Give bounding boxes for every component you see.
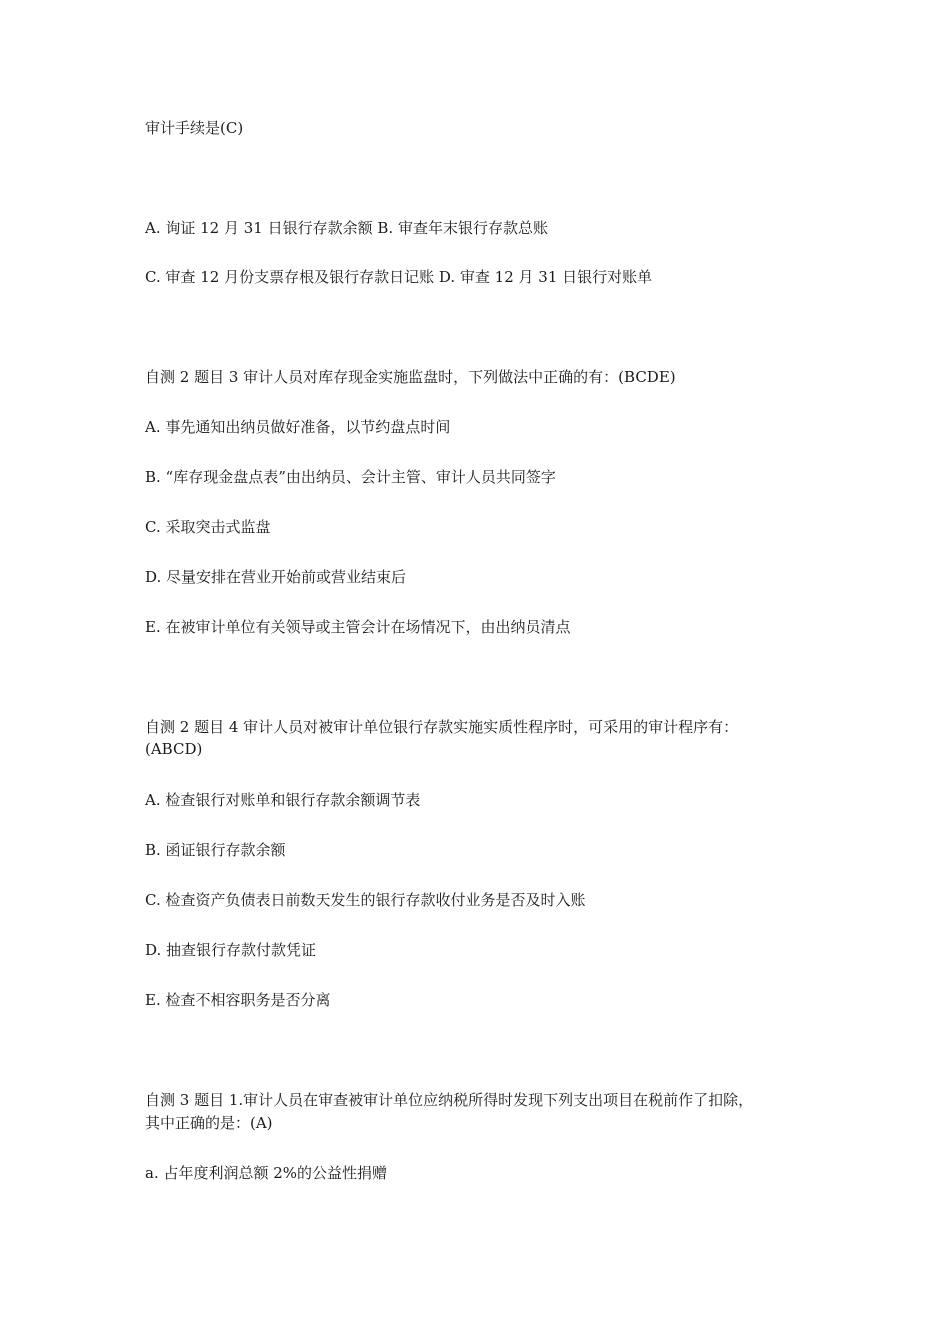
- question-stem: 自测 2 题目 3 审计人员对库存现金实施监盘时，下列做法中正确的有：(BCDE): [145, 368, 676, 386]
- option-item: A. 事先通知出纳员做好准备，以节约盘点时间: [145, 418, 451, 436]
- option-item: C. 检查资产负债表日前数天发生的银行存款收付业务是否及时入账: [145, 891, 586, 909]
- option-item: E. 检查不相容职务是否分离: [145, 991, 331, 1009]
- option-row: A. 询证 12 月 31 日银行存款余额 B. 审查年末银行存款总账: [145, 219, 548, 237]
- option-item: E. 在被审计单位有关领导或主管会计在场情况下，由出纳员清点: [145, 618, 571, 636]
- option-item: B. “库存现金盘点表”由出纳员、会计主管、审计人员共同签字: [145, 468, 556, 486]
- option-item: C. 采取突击式监盘: [145, 518, 271, 536]
- question-stem-continued: (ABCD): [145, 740, 203, 758]
- option-item: a. 占年度利润总额 2%的公益性捐赠: [145, 1164, 388, 1182]
- question-stem: 审计手续是(C): [145, 119, 244, 137]
- question-stem-continued: 其中正确的是：(A): [145, 1114, 273, 1132]
- option-item: D. 抽查银行存款付款凭证: [145, 941, 317, 959]
- option-row: C. 审查 12 月份支票存根及银行存款日记账 D. 审查 12 月 31 日银行对账单: [145, 268, 653, 286]
- question-stem: 自测 2 题目 4 审计人员对被审计单位银行存款实施实质性程序时，可采用的审计程序有：: [145, 718, 739, 736]
- option-item: B. 函证银行存款余额: [145, 841, 286, 859]
- question-stem: 自测 3 题目 1.审计人员在审查被审计单位应纳税所得时发现下列支出项目在税前作了扣除，: [145, 1091, 754, 1109]
- option-item: A. 检查银行对账单和银行存款余额调节表: [145, 791, 421, 809]
- option-item: D. 尽量安排在营业开始前或营业结束后: [145, 568, 407, 586]
